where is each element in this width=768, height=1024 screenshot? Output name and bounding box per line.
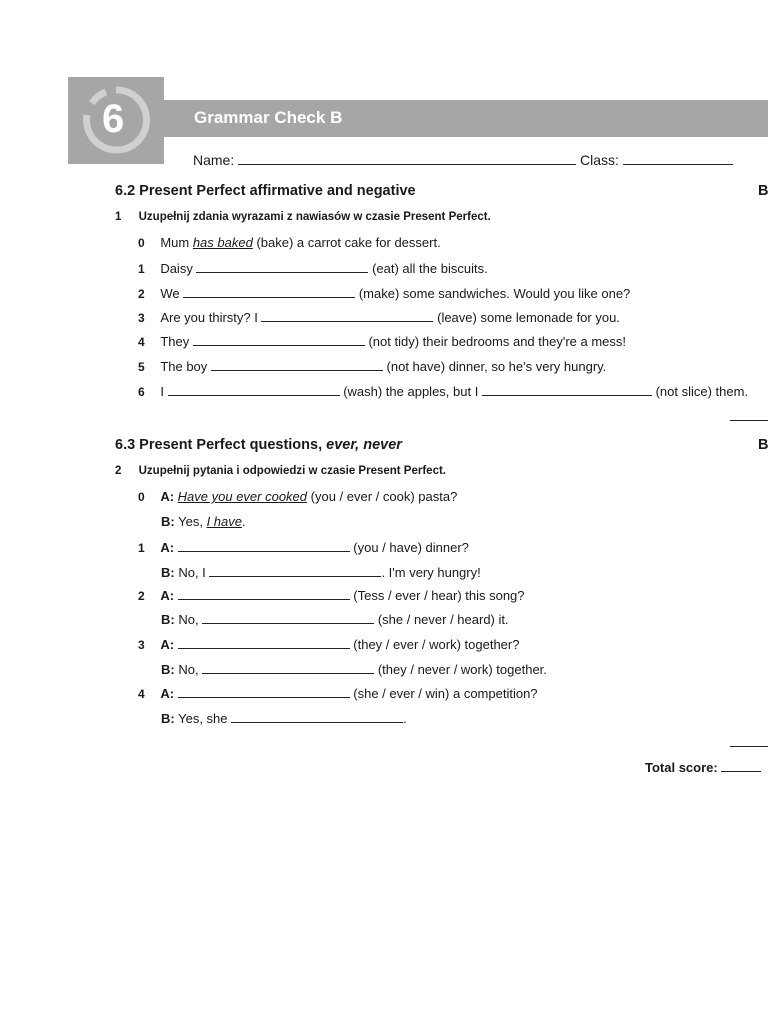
list-item: [138, 260, 488, 277]
page-title: Grammar Check B: [194, 108, 343, 127]
item-text: (bake) a carrot cake for dessert.: [256, 235, 441, 250]
section-mark: B: [758, 437, 768, 453]
exercise-number: 2: [115, 465, 122, 477]
dialogue-line-a: [138, 587, 525, 604]
speaker-label: B:: [161, 711, 175, 726]
item-text: No, I: [178, 565, 206, 580]
item-number: 3: [138, 311, 145, 325]
item-text: They: [160, 334, 190, 349]
answer-blank[interactable]: [178, 587, 350, 600]
list-item: [138, 285, 630, 302]
dialogue-line-a: [138, 636, 519, 653]
exercise-number: 1: [115, 211, 122, 223]
list-item: [138, 383, 748, 400]
dialogue-line-b: [161, 514, 246, 530]
item-number: 6: [138, 385, 145, 399]
speaker-label: B:: [161, 662, 175, 677]
item-text: (she / never / heard) it.: [377, 612, 509, 627]
instruction-text: Uzupełnij pytania i odpowiedzi w czasie Present Perfect.: [138, 465, 446, 477]
speaker-label: A:: [160, 540, 175, 555]
example-answer: Have you ever cooked: [177, 489, 308, 504]
example-answer: I have: [206, 514, 242, 529]
answer-blank[interactable]: [168, 383, 340, 396]
name-class-row: [193, 152, 733, 168]
dialogue-line-b: [161, 661, 547, 678]
dialogue-line-b: [161, 710, 407, 727]
item-text: (not have) dinner, so he's very hungry.: [386, 359, 607, 374]
dialogue-line-a: [138, 489, 457, 505]
instruction-text: Uzupełnij zdania wyrazami z nawiasów w czasie Present Perfect.: [138, 211, 491, 223]
name-label: Name:: [193, 152, 235, 168]
item-text: .: [241, 514, 246, 529]
list-item: [138, 333, 626, 350]
item-text: Mum: [160, 235, 190, 250]
dialogue-line-a: [138, 539, 469, 556]
answer-blank[interactable]: [178, 539, 350, 552]
item-text: Yes,: [178, 514, 203, 529]
class-label: Class:: [580, 152, 619, 168]
item-text: . I'm very hungry!: [381, 565, 481, 580]
total-score-label: Total score:: [645, 760, 718, 775]
list-item: [138, 235, 441, 251]
item-text: (Tess / ever / hear) this song?: [353, 588, 525, 603]
item-number: 2: [138, 589, 145, 603]
speaker-label: B:: [161, 612, 175, 627]
item-text: (not tidy) their bedrooms and they're a mess!: [368, 334, 627, 349]
section-score-line[interactable]: [730, 746, 768, 747]
item-number: 1: [138, 541, 145, 555]
answer-blank[interactable]: [482, 383, 652, 396]
section-title-6-3: [115, 437, 402, 453]
item-text: (you / ever / cook) pasta?: [310, 489, 458, 504]
section-score-line[interactable]: [730, 420, 768, 421]
total-score-field[interactable]: [721, 759, 761, 772]
unit-badge: [68, 77, 164, 164]
item-text: (not slice) them.: [655, 384, 749, 399]
item-text: Are you thirsty? I: [160, 310, 258, 325]
item-text: The boy: [160, 359, 208, 374]
item-text: (they / ever / work) together?: [353, 637, 520, 652]
answer-blank[interactable]: [211, 358, 383, 371]
speaker-label: A:: [160, 489, 175, 504]
item-text: Daisy: [160, 261, 193, 276]
item-text: (make) some sandwiches. Would you like one?: [358, 286, 631, 301]
item-text: (leave) some lemonade for you.: [437, 310, 620, 325]
item-text: (eat) all the biscuits.: [372, 261, 488, 276]
answer-blank[interactable]: [202, 611, 374, 624]
item-number: 1: [138, 262, 145, 276]
item-number: 3: [138, 638, 145, 652]
answer-blank[interactable]: [178, 685, 350, 698]
answer-blank[interactable]: [193, 333, 365, 346]
item-number: 4: [138, 687, 145, 701]
answer-blank[interactable]: [183, 285, 355, 298]
answer-blank[interactable]: [178, 636, 350, 649]
list-item: [138, 358, 606, 375]
item-text: .: [403, 711, 407, 726]
item-number: 0: [138, 236, 145, 250]
unit-number: 6: [102, 97, 125, 141]
item-text: No,: [178, 662, 199, 677]
item-number: 4: [138, 335, 145, 349]
item-text: (you / have) dinner?: [353, 540, 469, 555]
section-mark: B: [758, 183, 768, 199]
class-field[interactable]: [623, 152, 733, 165]
name-field[interactable]: [238, 152, 576, 165]
total-score: [645, 759, 761, 776]
example-answer: has baked: [192, 235, 253, 250]
answer-blank[interactable]: [231, 710, 403, 723]
item-text: (she / ever / win) a competition?: [353, 686, 538, 701]
section-title-text: 6.3 Present Perfect questions,: [115, 437, 323, 453]
exercise-2-instruction: [115, 465, 446, 477]
section-title-italic: ever, never: [326, 437, 402, 453]
item-text: I: [160, 384, 164, 399]
item-number: 2: [138, 287, 145, 301]
speaker-label: A:: [160, 686, 175, 701]
item-text: (they / never / work) together.: [377, 662, 547, 677]
item-text: No,: [178, 612, 199, 627]
answer-blank[interactable]: [202, 661, 374, 674]
speaker-label: A:: [160, 588, 175, 603]
answer-blank[interactable]: [261, 309, 433, 322]
dialogue-line-b: [161, 564, 481, 581]
item-text: We: [160, 286, 180, 301]
section-title-6-2: 6.2 Present Perfect affirmative and negative: [115, 183, 416, 199]
item-number: 5: [138, 360, 145, 374]
answer-blank[interactable]: [196, 260, 368, 273]
dialogue-line-b: [161, 611, 509, 628]
list-item: [138, 309, 620, 326]
speaker-label: B:: [161, 514, 175, 529]
item-number: 0: [138, 490, 145, 504]
dialogue-line-a: [138, 685, 538, 702]
answer-blank[interactable]: [209, 564, 381, 577]
speaker-label: B:: [161, 565, 175, 580]
item-text: (wash) the apples, but I: [343, 384, 479, 399]
exercise-1-instruction: [115, 211, 491, 223]
speaker-label: A:: [160, 637, 175, 652]
item-text: Yes, she: [178, 711, 228, 726]
